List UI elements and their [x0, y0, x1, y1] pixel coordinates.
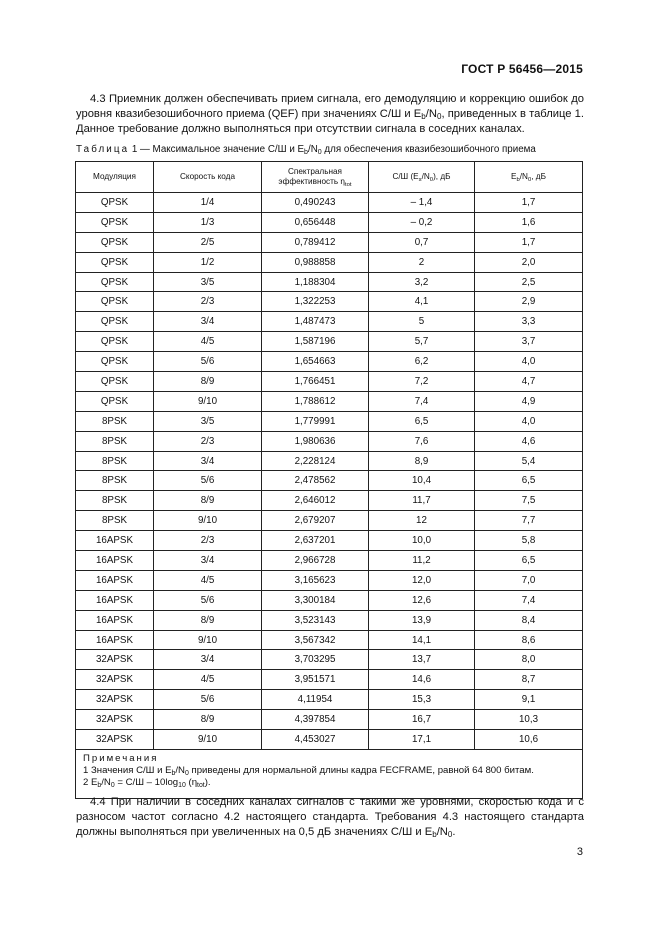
cell-snr: 11,7 — [369, 491, 475, 511]
cell-spectral-efficiency: 2,637201 — [262, 531, 369, 551]
cell-ebno: 4,0 — [475, 352, 583, 372]
table-notes — [76, 749, 583, 798]
cell-ebno: 6,5 — [475, 551, 583, 571]
cell-modulation: 8PSK — [76, 451, 154, 471]
table-caption — [76, 144, 586, 155]
paragraph-text: 4.3 Приемник должен обеспечивать прием сигнала, его демодуляцию и коррекцию ошибок до уровня квазибезошибочного приема (QEF) при значениях С/Ш и E — [76, 93, 584, 120]
cell-ebno: 9,1 — [475, 690, 583, 710]
cell-snr: 0,7 — [369, 232, 475, 252]
header-text: , дБ — [531, 172, 546, 181]
cell-ebno: 7,7 — [475, 511, 583, 531]
table-row — [76, 193, 583, 213]
table-row — [76, 630, 583, 650]
cell-snr: – 1,4 — [369, 193, 475, 213]
cell-ebno: 8,4 — [475, 610, 583, 630]
subscript: 0 — [429, 177, 434, 183]
header-text: С/Ш (E — [392, 172, 419, 181]
cell-modulation: 16APSK — [76, 531, 154, 551]
cell-snr: 12,6 — [369, 590, 475, 610]
cell-spectral-efficiency: 4,397854 — [262, 710, 369, 730]
cell-spectral-efficiency: 0,656448 — [262, 212, 369, 232]
cell-spectral-efficiency: 2,478562 — [262, 471, 369, 491]
header-text: Спектральная — [288, 167, 342, 176]
note-text: приведены для нормальной длины кадра FECFRAME, равной 64 800 битам. — [188, 764, 534, 776]
table-row — [76, 511, 583, 531]
cell-modulation: QPSK — [76, 272, 154, 292]
cell-modulation: QPSK — [76, 252, 154, 272]
table-row — [76, 431, 583, 451]
caption-text: — Максимальное значение С/Ш и E — [137, 144, 305, 155]
cell-snr: 2 — [369, 252, 475, 272]
cell-modulation: 32APSK — [76, 690, 154, 710]
header-text: ), дБ — [433, 172, 451, 181]
cell-modulation: 8PSK — [76, 511, 154, 531]
cell-modulation: 8PSK — [76, 431, 154, 451]
cell-snr: 12,0 — [369, 570, 475, 590]
cell-snr: 7,2 — [369, 372, 475, 392]
cell-spectral-efficiency: 2,966728 — [262, 551, 369, 571]
cell-snr: 16,7 — [369, 710, 475, 730]
cell-code-rate: 5/6 — [154, 352, 262, 372]
cell-ebno: 3,7 — [475, 332, 583, 352]
cell-spectral-efficiency: 3,165623 — [262, 570, 369, 590]
cell-spectral-efficiency: 3,951571 — [262, 670, 369, 690]
table-row — [76, 391, 583, 411]
cell-code-rate: 4/5 — [154, 570, 262, 590]
table-row — [76, 332, 583, 352]
cell-ebno: 1,7 — [475, 232, 583, 252]
cell-code-rate: 8/9 — [154, 372, 262, 392]
cell-spectral-efficiency: 3,523143 — [262, 610, 369, 630]
subscript: 0 — [110, 781, 115, 789]
document-code: ГОСТ Р 56456—2015 — [461, 62, 583, 76]
notes-title: Примечания — [83, 752, 159, 764]
subscript: b — [171, 769, 176, 777]
subscript: 10 — [178, 781, 186, 789]
cell-code-rate: 9/10 — [154, 391, 262, 411]
cell-code-rate: 3/4 — [154, 451, 262, 471]
cell-code-rate: 1/2 — [154, 252, 262, 272]
header-text: E — [511, 172, 517, 181]
cell-code-rate: 9/10 — [154, 730, 262, 750]
note-text: (η — [185, 776, 198, 788]
subscript: tot — [345, 182, 352, 188]
table-row — [76, 451, 583, 471]
cell-snr: 13,9 — [369, 610, 475, 630]
header-text: /N — [519, 172, 528, 181]
note-text: /N — [101, 776, 111, 788]
cell-code-rate: 1/3 — [154, 212, 262, 232]
cell-code-rate: 8/9 — [154, 491, 262, 511]
table-row — [76, 252, 583, 272]
table-row — [76, 690, 583, 710]
cell-ebno: 7,5 — [475, 491, 583, 511]
cell-ebno: 7,0 — [475, 570, 583, 590]
cell-ebno: 2,0 — [475, 252, 583, 272]
paragraph-text: . — [452, 826, 456, 838]
subscript: b — [432, 830, 437, 839]
cell-modulation: 16APSK — [76, 610, 154, 630]
cell-snr: 14,1 — [369, 630, 475, 650]
cell-code-rate: 4/5 — [154, 670, 262, 690]
subscript: b — [516, 177, 520, 183]
cell-ebno: 2,9 — [475, 292, 583, 312]
cell-modulation: 8PSK — [76, 491, 154, 511]
paragraph-text: 4.4 При наличии в соседних каналах сигналов с такими же уровнями, скоростью кода и с разносом частот согласно 4.2 настоящего стандарта. Требования 4.3 настоящего стандарта должны выполняться при увеличенных на 0,5 дБ значениях С/Ш и E — [76, 796, 584, 838]
header-spectral-efficiency — [262, 162, 369, 193]
cell-code-rate: 2/3 — [154, 531, 262, 551]
cell-ebno: 4,0 — [475, 411, 583, 431]
cell-ebno: 5,4 — [475, 451, 583, 471]
table-row — [76, 312, 583, 332]
cell-spectral-efficiency: 2,646012 — [262, 491, 369, 511]
note-text: 2 E — [83, 776, 98, 788]
table-row — [76, 531, 583, 551]
header-code-rate: Скорость кода — [154, 162, 262, 193]
cell-snr: 3,2 — [369, 272, 475, 292]
subscript: b — [97, 781, 102, 789]
cell-spectral-efficiency: 1,322253 — [262, 292, 369, 312]
subscript: tot — [197, 781, 205, 789]
cell-snr: 12 — [369, 511, 475, 531]
table-row — [76, 650, 583, 670]
caption-label: Таблица — [76, 144, 130, 155]
cell-snr: 13,7 — [369, 650, 475, 670]
cell-modulation: QPSK — [76, 232, 154, 252]
cell-modulation: QPSK — [76, 292, 154, 312]
table-row — [76, 372, 583, 392]
cell-ebno: 5,8 — [475, 531, 583, 551]
cell-spectral-efficiency: 1,788612 — [262, 391, 369, 411]
cell-code-rate: 8/9 — [154, 610, 262, 630]
cell-snr: – 0,2 — [369, 212, 475, 232]
cell-snr: 8,9 — [369, 451, 475, 471]
cell-modulation: QPSK — [76, 332, 154, 352]
table-body — [76, 193, 583, 799]
subscript: s — [418, 177, 422, 183]
cell-code-rate: 3/4 — [154, 312, 262, 332]
table-row — [76, 411, 583, 431]
cell-modulation: 32APSK — [76, 730, 154, 750]
cell-snr: 7,6 — [369, 431, 475, 451]
note-text: ). — [204, 776, 211, 788]
cell-ebno: 7,4 — [475, 590, 583, 610]
cell-code-rate: 9/10 — [154, 630, 262, 650]
cell-ebno: 8,6 — [475, 630, 583, 650]
table-row — [76, 610, 583, 630]
cell-snr: 10,0 — [369, 531, 475, 551]
subscript: b — [304, 149, 308, 156]
cell-code-rate: 3/4 — [154, 650, 262, 670]
table-row — [76, 551, 583, 571]
cell-modulation: 8PSK — [76, 471, 154, 491]
cell-spectral-efficiency: 4,453027 — [262, 730, 369, 750]
cell-spectral-efficiency: 3,300184 — [262, 590, 369, 610]
cell-spectral-efficiency: 0,789412 — [262, 232, 369, 252]
cell-snr: 7,4 — [369, 391, 475, 411]
cell-code-rate: 9/10 — [154, 511, 262, 531]
cell-ebno: 1,7 — [475, 193, 583, 213]
note-2 — [83, 777, 576, 789]
cell-code-rate: 8/9 — [154, 710, 262, 730]
cell-modulation: 32APSK — [76, 650, 154, 670]
table-row — [76, 272, 583, 292]
cell-modulation: QPSK — [76, 193, 154, 213]
subscript: 0 — [447, 830, 453, 839]
table-row — [76, 352, 583, 372]
cell-snr: 6,5 — [369, 411, 475, 431]
cell-spectral-efficiency: 0,490243 — [262, 193, 369, 213]
cell-modulation: QPSK — [76, 391, 154, 411]
cell-modulation: 8PSK — [76, 411, 154, 431]
cell-code-rate: 2/3 — [154, 431, 262, 451]
cell-spectral-efficiency: 1,487473 — [262, 312, 369, 332]
cell-modulation: QPSK — [76, 212, 154, 232]
cell-spectral-efficiency: 1,766451 — [262, 372, 369, 392]
cell-modulation: 32APSK — [76, 710, 154, 730]
cell-modulation: 16APSK — [76, 551, 154, 571]
note-1 — [83, 765, 576, 777]
cell-ebno: 4,7 — [475, 372, 583, 392]
note-text: 1 Значения С/Ш и E — [83, 764, 172, 776]
caption-text: /N — [307, 144, 318, 155]
table-row — [76, 710, 583, 730]
modulation-table — [75, 161, 583, 799]
cell-ebno: 6,5 — [475, 471, 583, 491]
table-row — [76, 491, 583, 511]
table-notes-row — [76, 749, 583, 798]
cell-snr: 4,1 — [369, 292, 475, 312]
table-row — [76, 471, 583, 491]
cell-spectral-efficiency: 1,654663 — [262, 352, 369, 372]
cell-ebno: 4,9 — [475, 391, 583, 411]
cell-modulation: QPSK — [76, 372, 154, 392]
header-ebno — [475, 162, 583, 193]
cell-code-rate: 5/6 — [154, 590, 262, 610]
subscript: 0 — [436, 112, 442, 121]
paragraph-4-4 — [76, 795, 584, 840]
cell-ebno: 8,7 — [475, 670, 583, 690]
cell-spectral-efficiency: 0,988858 — [262, 252, 369, 272]
subscript: 0 — [317, 149, 322, 156]
cell-snr: 15,3 — [369, 690, 475, 710]
table-row — [76, 292, 583, 312]
table-row — [76, 232, 583, 252]
cell-spectral-efficiency: 2,679207 — [262, 511, 369, 531]
note-text: = С/Ш – 10log — [114, 776, 179, 788]
cell-ebno: 10,3 — [475, 710, 583, 730]
cell-snr: 5,7 — [369, 332, 475, 352]
paragraph-text: , приведенных в таблице 1. Данное требование должно выполняться при отсутствии сигнала в соседних каналах. — [76, 108, 584, 135]
cell-code-rate: 5/6 — [154, 690, 262, 710]
cell-code-rate: 4/5 — [154, 332, 262, 352]
header-snr — [369, 162, 475, 193]
cell-modulation: QPSK — [76, 352, 154, 372]
cell-code-rate: 3/5 — [154, 411, 262, 431]
cell-spectral-efficiency: 2,228124 — [262, 451, 369, 471]
cell-code-rate: 2/3 — [154, 292, 262, 312]
paragraph-text: /N — [436, 826, 448, 838]
caption-number: 1 — [131, 144, 138, 155]
caption-text: для обеспечения квазибезошибочного приема — [321, 144, 536, 155]
subscript: 0 — [184, 769, 189, 777]
cell-snr: 5 — [369, 312, 475, 332]
cell-snr: 11,2 — [369, 551, 475, 571]
cell-code-rate: 3/4 — [154, 551, 262, 571]
header-text: эффективность η — [278, 177, 345, 186]
cell-ebno: 3,3 — [475, 312, 583, 332]
cell-spectral-efficiency: 3,703295 — [262, 650, 369, 670]
table-row — [76, 670, 583, 690]
header-modulation: Модуляция — [76, 162, 154, 193]
cell-snr: 10,4 — [369, 471, 475, 491]
cell-modulation: 16APSK — [76, 590, 154, 610]
table-row — [76, 730, 583, 750]
cell-spectral-efficiency: 4,11954 — [262, 690, 369, 710]
table-header-row — [76, 162, 583, 193]
cell-ebno: 10,6 — [475, 730, 583, 750]
paragraph-text: /N — [425, 108, 437, 120]
cell-code-rate: 2/5 — [154, 232, 262, 252]
cell-modulation: 16APSK — [76, 570, 154, 590]
cell-spectral-efficiency: 1,587196 — [262, 332, 369, 352]
cell-modulation: 16APSK — [76, 630, 154, 650]
cell-ebno: 8,0 — [475, 650, 583, 670]
cell-snr: 6,2 — [369, 352, 475, 372]
page-number: 3 — [576, 846, 583, 858]
cell-spectral-efficiency: 3,567342 — [262, 630, 369, 650]
cell-spectral-efficiency: 1,980636 — [262, 431, 369, 451]
subscript: 0 — [527, 177, 532, 183]
cell-code-rate: 3/5 — [154, 272, 262, 292]
cell-ebno: 4,6 — [475, 431, 583, 451]
cell-snr: 14,6 — [369, 670, 475, 690]
cell-spectral-efficiency: 1,779991 — [262, 411, 369, 431]
table-row — [76, 212, 583, 232]
table-row — [76, 570, 583, 590]
cell-code-rate: 5/6 — [154, 471, 262, 491]
paragraph-4-3 — [76, 92, 584, 137]
cell-code-rate: 1/4 — [154, 193, 262, 213]
cell-ebno: 2,5 — [475, 272, 583, 292]
subscript: b — [421, 112, 426, 121]
table-row — [76, 590, 583, 610]
header-text: /N — [421, 172, 430, 181]
cell-modulation: QPSK — [76, 312, 154, 332]
cell-ebno: 1,6 — [475, 212, 583, 232]
cell-spectral-efficiency: 1,188304 — [262, 272, 369, 292]
note-text: /N — [175, 764, 185, 776]
cell-snr: 17,1 — [369, 730, 475, 750]
cell-modulation: 32APSK — [76, 670, 154, 690]
